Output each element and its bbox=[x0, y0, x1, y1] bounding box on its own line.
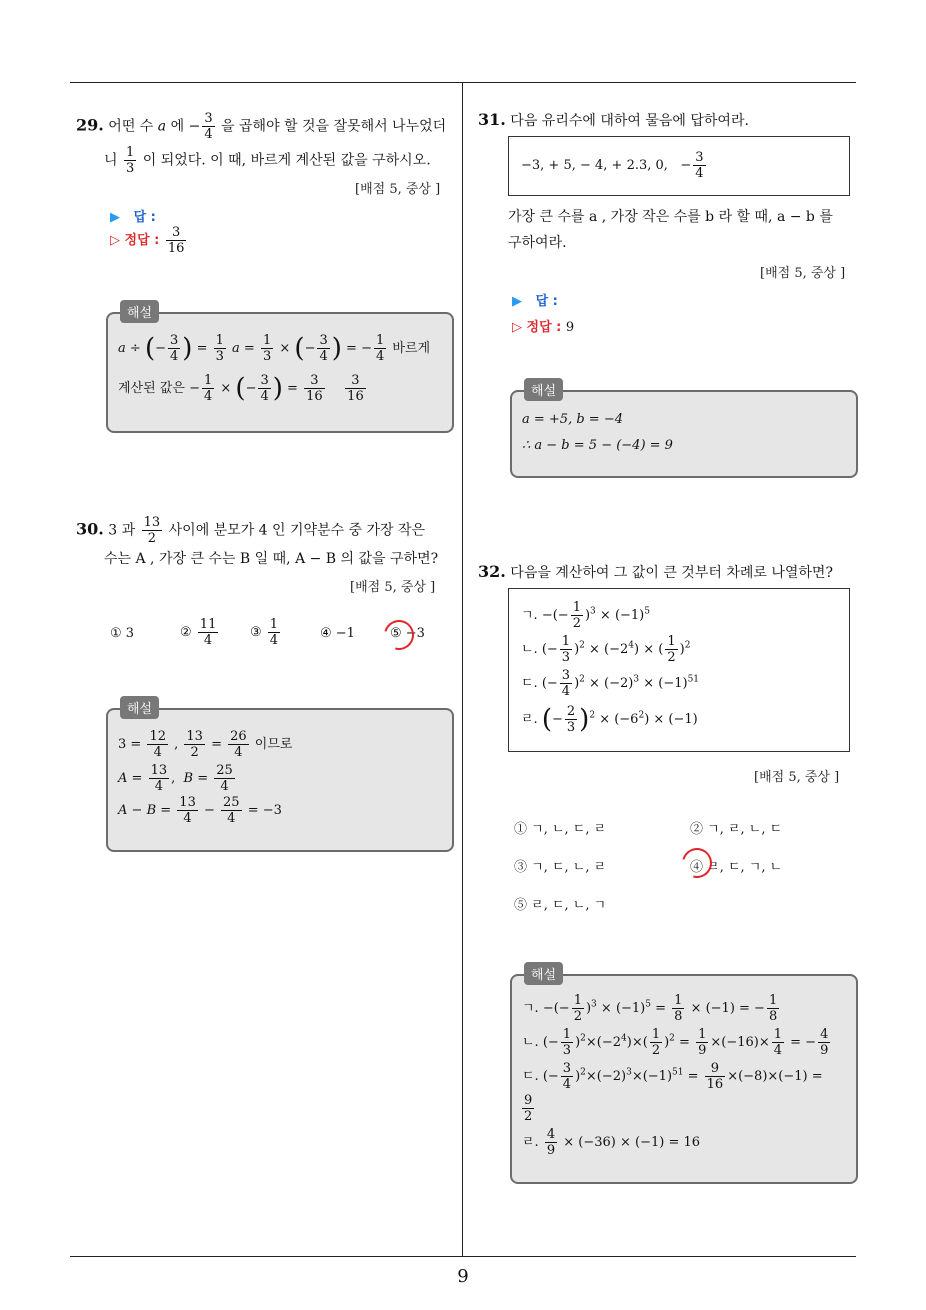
q32-choice-4[interactable]: ④ ㄹ, ㄷ, ㄱ, ㄴ bbox=[690, 860, 783, 875]
q30-choice-1[interactable]: ① 3 bbox=[110, 626, 135, 641]
q30-line1: 30. 3 과 $\frac{13}{2}$ 사이에 분모가 4 인 기약분수 중 가장 작은 bbox=[76, 515, 426, 546]
q30-explanation-box bbox=[106, 702, 454, 852]
q32-expl-line4: ㄹ. $\frac{4}{9}$ × (−36) × (−1) = 16 bbox=[522, 1127, 701, 1158]
q29-fraction: $\frac{3}{4}$ bbox=[204, 111, 213, 142]
q32-line1: 32. 다음을 계산하여 그 값이 큰 것부터 차례로 나열하면? bbox=[478, 562, 833, 581]
q32-number: 32. bbox=[478, 562, 506, 581]
q31-correct-row: ▷ 정답 : 9 bbox=[512, 320, 575, 335]
q31-line2: 가장 큰 수를 a , 가장 작은 수를 b 라 할 때, a − b 를 bbox=[508, 209, 833, 225]
q32-expl-line3b: $\frac{9}{2}$ bbox=[524, 1093, 533, 1124]
top-rule bbox=[70, 82, 856, 83]
q32-choice-5[interactable]: ⑤ ㄹ, ㄷ, ㄴ, ㄱ bbox=[514, 898, 607, 913]
q31-line3: 구하여라. bbox=[508, 235, 567, 251]
q31-explanation-box bbox=[510, 384, 858, 478]
play-outline-icon: ▷ bbox=[512, 320, 522, 335]
q31-expl-line1: a = +5, b = −4 bbox=[522, 412, 623, 427]
q31-expl-line2: ∴ a − b = 5 − (−4) = 9 bbox=[522, 438, 673, 453]
q32-choice-3[interactable]: ③ ㄱ, ㄷ, ㄴ, ㄹ bbox=[514, 860, 607, 875]
q32-choice-2[interactable]: ② ㄱ, ㄹ, ㄴ, ㄷ bbox=[690, 822, 783, 837]
q29-answer-row: ▶ 답 : bbox=[110, 210, 156, 225]
page-number: 9 bbox=[457, 1266, 469, 1287]
q30-expl-line2: A = $\frac{13}{4}$ , B = $\frac{25}{4}$ bbox=[118, 763, 233, 794]
q29-line2: 니 $\frac{1}{3}$ 이 되었다. 이 때, 바르게 계산된 값을 구하시오. bbox=[104, 145, 431, 176]
q32-explanation-box bbox=[510, 968, 858, 1184]
q31-line1: 31. 다음 유리수에 대하여 물음에 답하여라. bbox=[478, 110, 749, 129]
q32-expl-line2: ㄴ. (− $\frac{1}{3}$ )$^2\times(-2^4)\times$( $\frac{1}{2}$ )$^2$ = $\frac{1}{9}$ ×(−16)× $\frac{1}{4}$ = − $\frac{4}{9}$ bbox=[522, 1027, 829, 1058]
q29-expl-line1: a ÷ (− $\frac{3}{4}$ ) = $\frac{1}{3}$ a = $\frac{1}{3}$ × (− $\frac{3}{4}$ ) = − $\frac{1}{4}$ 바르게 bbox=[118, 333, 431, 364]
q30-choice-5[interactable]: ⑤ −3 bbox=[390, 626, 425, 641]
play-icon: ▶ bbox=[512, 294, 522, 309]
q32-item-1: ㄱ. −(− $\frac{1}{2}$ )$^3 \times (-1)^5$ bbox=[521, 600, 650, 631]
q31-answer-row: ▶ 답 : bbox=[512, 294, 558, 309]
q29-meta: [배점 5, 중상 ] bbox=[355, 182, 441, 197]
q32-answer-mark bbox=[677, 843, 718, 884]
bottom-rule bbox=[70, 1256, 856, 1257]
play-icon: ▶ bbox=[110, 210, 120, 225]
q32-item-2: ㄴ. (− $\frac{1}{3}$ )$^2 \times (-2^4)$ × ( $\frac{1}{2}$ )$^2$ bbox=[521, 634, 691, 665]
q32-expl-line1: ㄱ. −(− $\frac{1}{2}$ )$^3 \times (-1)^5$ = $\frac{1}{8}$ × (−1) = − $\frac{1}{8}$ bbox=[522, 993, 778, 1024]
q32-explanation-tag: 해설 bbox=[524, 962, 563, 985]
q29-line1: 29. 어떤 수 a 에 − $\frac{3}{4}$ 을 곱해야 할 것을 잘못해서 나누었더 bbox=[76, 111, 447, 142]
q32-choice-1[interactable]: ① ㄱ, ㄴ, ㄷ, ㄹ bbox=[514, 822, 607, 837]
q30-choice-3[interactable]: ③ $\frac{1}{4}$ bbox=[250, 617, 279, 648]
q30-expl-line1: 3 = $\frac{12}{4}$ , $\frac{13}{2}$ = $\frac{26}{4}$ 이므로 bbox=[118, 729, 293, 760]
q31-explanation-tag: 해설 bbox=[524, 378, 563, 401]
q30-answer-mark bbox=[379, 615, 420, 656]
q29-correct-row: ▷ 정답 : $\frac{3}{16}$ bbox=[110, 225, 185, 256]
q32-meta: [배점 5, 중상 ] bbox=[754, 770, 840, 785]
q31-meta: [배점 5, 중상 ] bbox=[760, 266, 846, 281]
q29-explanation-box bbox=[106, 306, 454, 433]
play-outline-icon: ▷ bbox=[110, 233, 120, 248]
q31-number-box: −3, + 5, − 4, + 2.3, 0, − $\frac{3}{4}$ bbox=[508, 136, 850, 196]
q32-item-4: ㄹ. (− $\frac{2}{3}$ )$^2 \times (-6^2) \times (-1)$ bbox=[521, 704, 698, 735]
q30-expl-line3: A − B = $\frac{13}{4}$ − $\frac{25}{4}$ = −3 bbox=[118, 795, 282, 826]
q30-choice-2[interactable]: ② $\frac{11}{4}$ bbox=[180, 617, 217, 648]
q32-items-box bbox=[508, 588, 850, 752]
q32-item-3: ㄷ. (− $\frac{3}{4}$ )$^2 \times (-2)^3 \times (-1)^{51}$ bbox=[521, 668, 700, 699]
q30-number: 30. bbox=[76, 519, 104, 539]
column-divider bbox=[462, 82, 463, 1256]
q30-explanation-tag: 해설 bbox=[120, 696, 159, 719]
q30-line2: 수는 A , 가장 큰 수는 B 일 때, A − B 의 값을 구하면? bbox=[104, 551, 439, 567]
q29-explanation-tag: 해설 bbox=[120, 300, 159, 323]
q30-choice-4[interactable]: ④ −1 bbox=[320, 626, 355, 641]
q29-expl-line2: 계산된 값은 − $\frac{1}{4}$ × (− $\frac{3}{4}$ ) = $\frac{3}{16}$ $\frac{3}{16}$ bbox=[118, 373, 364, 404]
q30-meta: [배점 5, 중상 ] bbox=[350, 580, 436, 595]
q31-number: 31. bbox=[478, 110, 506, 129]
q32-expl-line3: ㄷ. (− $\frac{3}{4}$ )$^2\times(-2)^3\times(-1)^{51}$ = $\frac{9}{16}$ ×(−8)×(−1) = bbox=[522, 1061, 823, 1092]
q29-number: 29. bbox=[76, 115, 104, 135]
